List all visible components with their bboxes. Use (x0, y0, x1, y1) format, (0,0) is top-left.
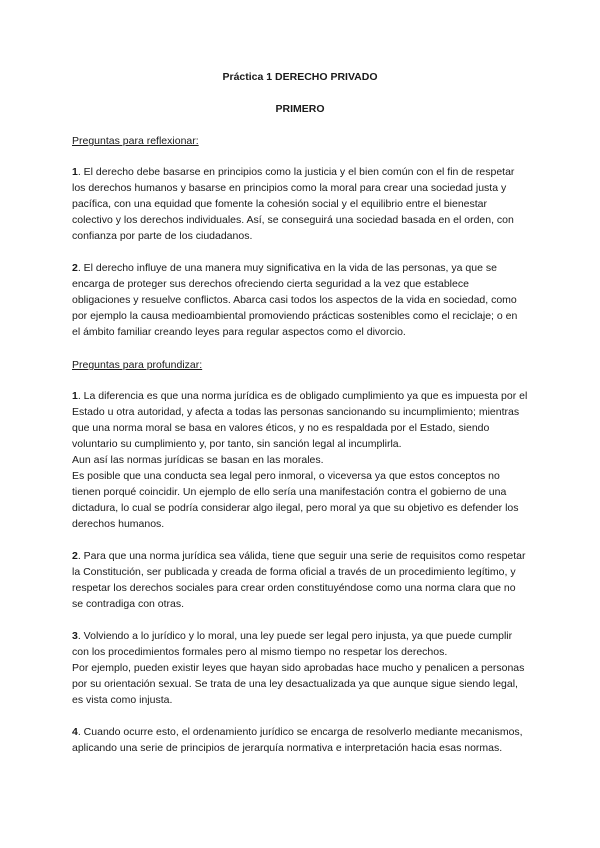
paragraph-number: 2 (72, 262, 78, 274)
section-heading-profundizar: Preguntas para profundizar: (72, 359, 203, 371)
paragraph-number: 3 (72, 630, 78, 642)
paragraph (72, 388, 528, 532)
paragraph (72, 724, 528, 756)
paragraph-continuation: Es posible que una conducta sea legal pero inmoral, o viceversa ya que estos conceptos no tienen porqué coincidir. Un ejemplo de ello sería una manifestación contra el gobierno de una dictadura, lo cual se podría considerar algo ilegal, pero moral ya que su objetivo es defender los derechos humanos. (72, 470, 519, 530)
paragraph-text: . Cuando ocurre esto, el ordenamiento jurídico se encarga de resolverlo mediante mecanismos, aplicando una serie de principios de jerarquía normativa e interpretación hacia esas normas. (72, 726, 523, 754)
document-subtitle: PRIMERO (275, 103, 325, 115)
paragraph-text: . Para que una norma jurídica sea válida, tiene que seguir una serie de requisitos como respetar la Constitución, ser publicada y creada de forma oficial a través de un procedimiento legítimo, y respetar los derechos sociales para crear orden constituyéndose como una norma clara que no se contradiga con otras. (72, 550, 526, 610)
paragraph-text: . El derecho influye de una manera muy significativa en la vida de las personas, ya que se encarga de proteger sus derechos ofreciendo cierta seguridad a la vez que establece obligaciones y resuelve conflictos. Abarca casi todos los aspectos de la vida en sociedad, como por ejemplo la causa medioambiental promoviendo prácticas sostenibles como el reciclaje; o en el ámbito familiar creando leyes para regular aspectos como el divorcio. (72, 262, 518, 338)
paragraph-number: 4 (72, 726, 78, 738)
paragraph-continuation: Por ejemplo, pueden existir leyes que hayan sido aprobadas hace mucho y penalicen a personas por su orientación sexual. Se trata de una ley desactualizada ya que aunque sigue siendo legal, es vista como injusta. (72, 662, 525, 706)
paragraph-number: 2 (72, 550, 78, 562)
paragraph (72, 164, 528, 244)
paragraph-text: . El derecho debe basarse en principios como la justicia y el bien común con el fin de respetar los derechos humanos y basarse en principios como la moral para crear una sociedad justa y pacífica, con una equidad que fomente la cohesión social y el equilibrio entre el bienestar colectivo y los derechos individuales. Así, se conseguirá una sociedad basada en el orden, con confianza por parte de los ciudadanos. (72, 166, 515, 242)
paragraph (72, 628, 528, 708)
paragraph-number: 1 (72, 390, 78, 402)
paragraph-continuation: Aun así las normas jurídicas se basan en las morales. (72, 454, 324, 466)
paragraph (72, 548, 528, 612)
paragraph-number: 1 (72, 166, 78, 178)
paragraph-text: . La diferencia es que una norma jurídica es de obligado cumplimiento ya que es impuesta por el Estado u otra autoridad, y afecta a todas las personas sancionando su incumplimiento; mientras que una norma moral se basa en valores éticos, y no es respaldada por el Estado, siendo voluntario su cumplimiento y, por tanto, sin sanción legal al incumplirla. (72, 390, 528, 450)
document-title: Práctica 1 DERECHO PRIVADO (222, 71, 378, 83)
paragraph-text: . Volviendo a lo jurídico y lo moral, una ley puede ser legal pero injusta, ya que puede cumplir con los procedimientos formales pero al mismo tiempo no respetar los derechos. (72, 630, 513, 658)
paragraph (72, 260, 528, 340)
section-heading-reflexionar: Preguntas para reflexionar: (72, 135, 199, 147)
